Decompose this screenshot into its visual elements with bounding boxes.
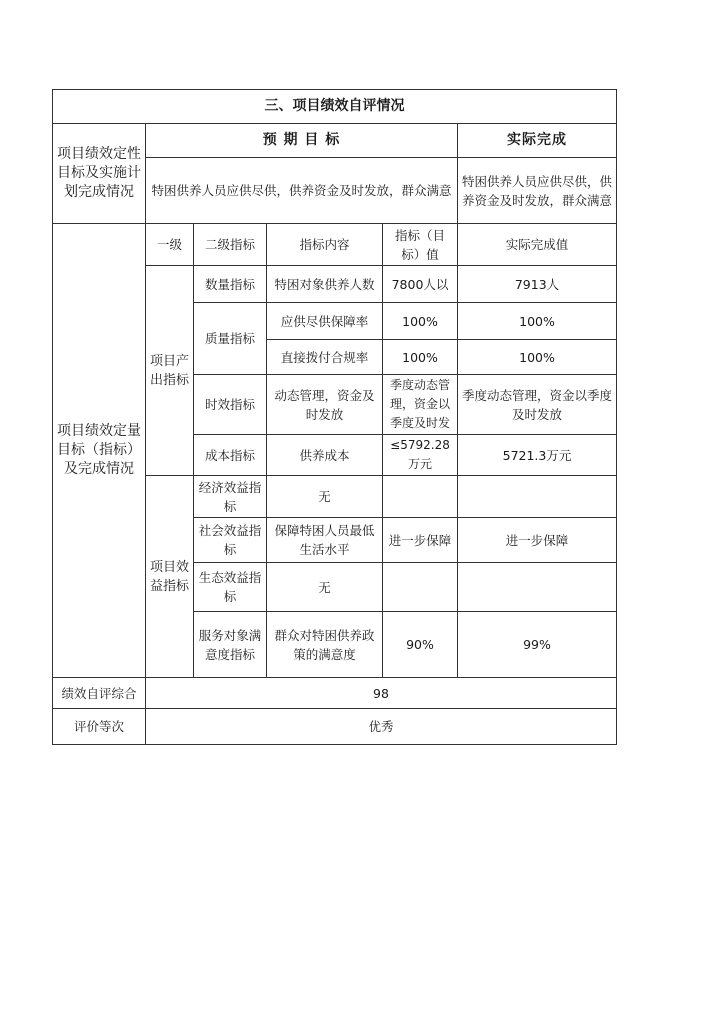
target-cell: 100% [383,340,458,375]
level2-cell: 生态效益指标 [194,563,267,612]
content-header: 指标内容 [267,224,383,266]
content-cell: 群众对特困供养政策的满意度 [267,612,383,678]
level2-cell: 时效指标 [194,375,267,435]
quantitative-section-label: 项目绩效定量目标（指标）及完成情况 [53,224,146,678]
actual-completion-header: 实际完成 [458,124,617,158]
target-cell [383,563,458,612]
target-cell: ≤5792.28万元 [383,435,458,476]
target-cell: 90% [383,612,458,678]
actual-cell: 季度动态管理，资金以季度及时发放 [458,375,617,435]
benefit-indicator-label: 项目效益指标 [146,476,194,678]
actual-cell: 7913人 [458,266,617,303]
actual-cell: 100% [458,340,617,375]
level1-header: 一级 [146,224,194,266]
level2-cell: 经济效益指标 [194,476,267,518]
level2-cell: 质量指标 [194,303,267,375]
level2-cell: 成本指标 [194,435,267,476]
actual-cell: 100% [458,303,617,340]
level2-cell: 数量指标 [194,266,267,303]
content-cell: 动态管理，资金及时发放 [267,375,383,435]
level2-header: 二级指标 [194,224,267,266]
expected-goal-header: 预 期 目 标 [146,124,458,158]
score-value: 98 [146,678,617,709]
content-cell: 供养成本 [267,435,383,476]
content-cell: 无 [267,563,383,612]
content-cell: 应供尽供保障率 [267,303,383,340]
actual-cell [458,563,617,612]
qualitative-section-label: 项目绩效定性目标及实施计划完成情况 [53,124,146,224]
content-cell: 特困对象供养人数 [267,266,383,303]
actual-cell [458,476,617,518]
expected-goal-text: 特困供养人员应供尽供，供养资金及时发放，群众满意 [146,158,458,224]
target-cell: 100% [383,303,458,340]
output-indicator-label: 项目产出指标 [146,266,194,476]
score-label: 绩效自评综合 [53,678,146,709]
target-cell: 进一步保障 [383,518,458,563]
target-header: 指标（目标）值 [383,224,458,266]
content-cell: 保障特困人员最低生活水平 [267,518,383,563]
content-cell: 无 [267,476,383,518]
grade-label: 评价等次 [53,709,146,745]
level2-cell: 服务对象满意度指标 [194,612,267,678]
content-cell: 直接拨付合规率 [267,340,383,375]
actual-cell: 5721.3万元 [458,435,617,476]
performance-evaluation-table [52,89,617,745]
actual-value-header: 实际完成值 [458,224,617,266]
actual-completion-text: 特困供养人员应供尽供，供养资金及时发放，群众满意 [458,158,617,224]
level2-cell: 社会效益指标 [194,518,267,563]
target-cell [383,476,458,518]
actual-cell: 进一步保障 [458,518,617,563]
actual-cell: 99% [458,612,617,678]
grade-value: 优秀 [146,709,617,745]
target-cell: 7800人以 [383,266,458,303]
table-title: 三、项目绩效自评情况 [53,90,617,124]
target-cell: 季度动态管理，资金以季度及时发 [383,375,458,435]
